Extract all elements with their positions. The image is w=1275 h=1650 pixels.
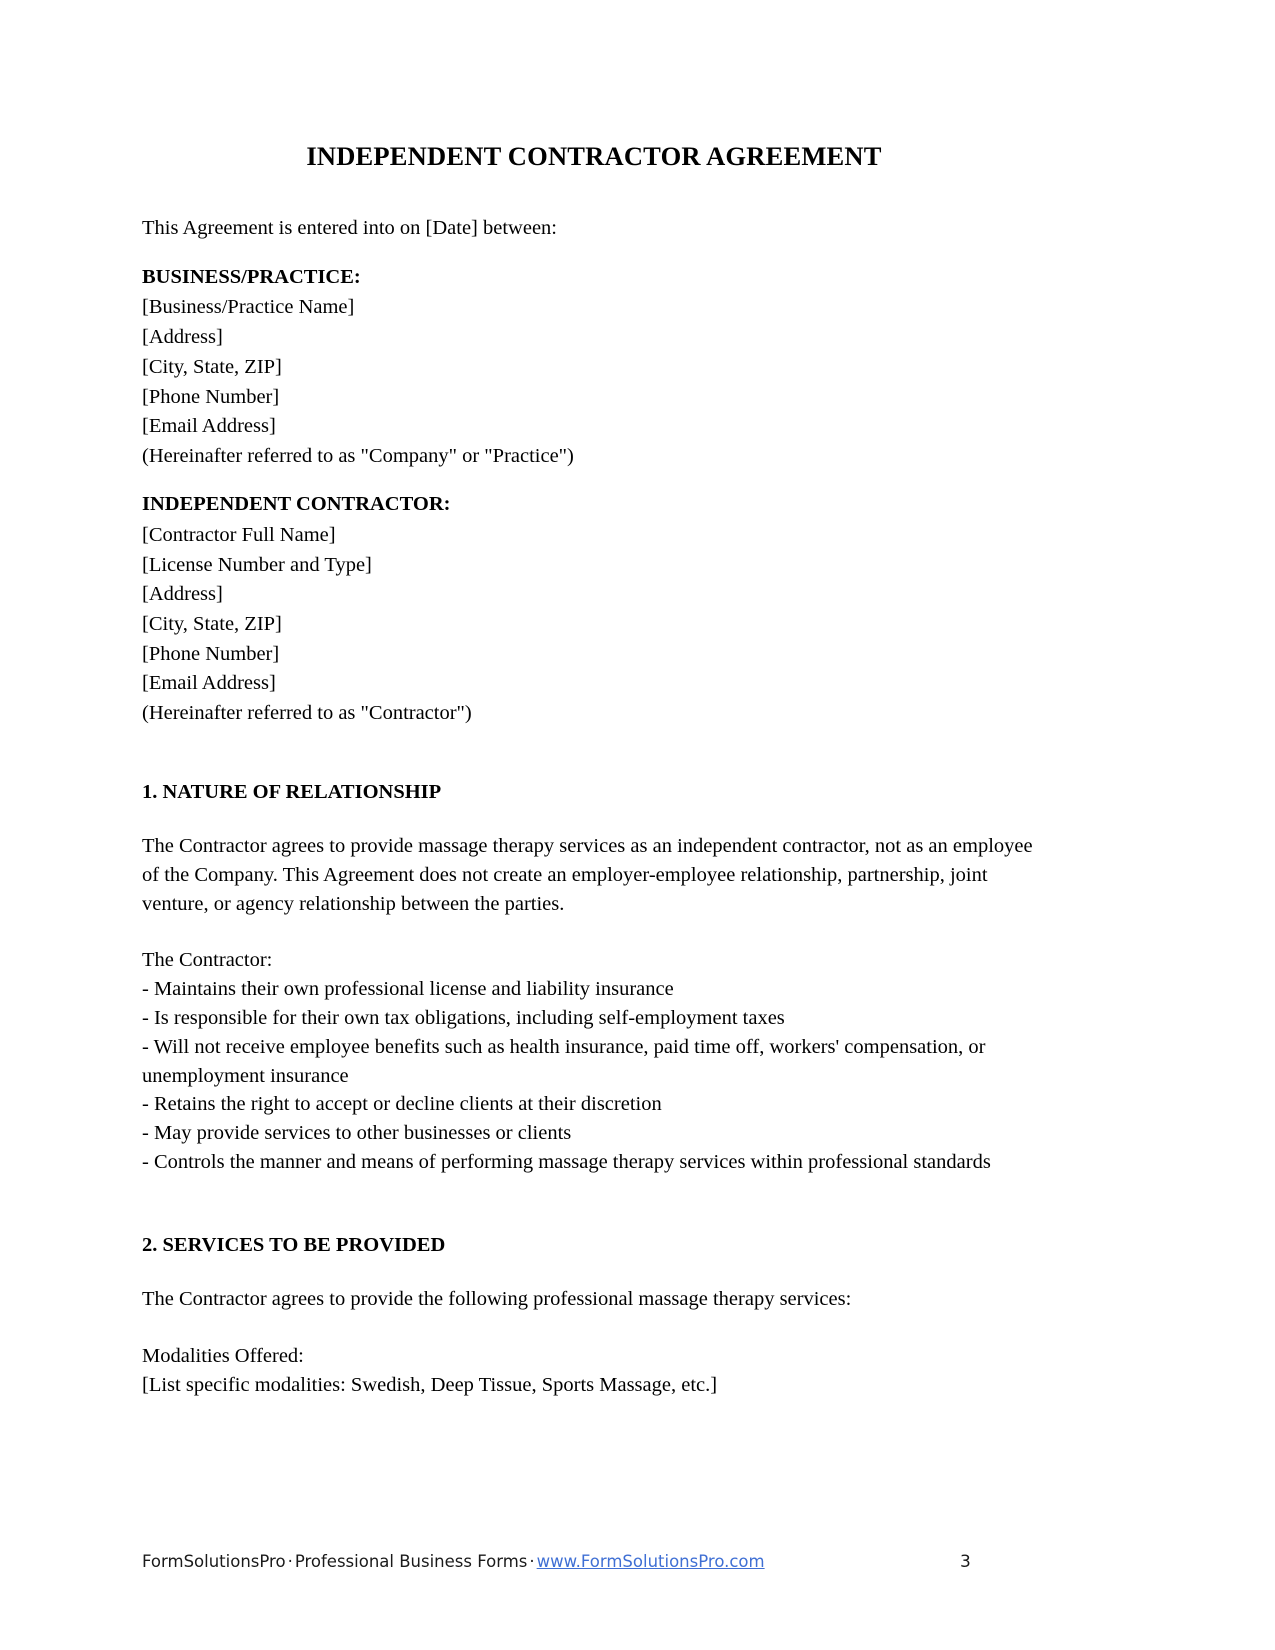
section-2-list [142, 1342, 1046, 1400]
spacer [142, 239, 1046, 267]
list-item: - Is responsible for their own tax obligations, including self-employment taxes [142, 1007, 785, 1030]
spacer [142, 1177, 1046, 1235]
party-line: (Hereinafter referred to as "Contractor") [142, 702, 472, 725]
spacer [142, 802, 1046, 832]
section-1-paragraph: The Contractor agrees to provide massage therapy services as an independent contractor, not as an employee of the Company. This Agreement does not create an employer-employee relationship, partnership, joint venture, or agency relationship between the parties. [142, 835, 1033, 915]
footer-brand: FormSolutionsPro [142, 1552, 286, 1571]
party-heading-contractor: INDEPENDENT CONTRACTOR: [142, 493, 451, 516]
party-line: [Email Address] [142, 415, 276, 438]
section-1-list [142, 946, 1046, 1176]
footer-website-link[interactable]: www.FormSolutionsPro.com [536, 1552, 765, 1571]
spacer [142, 1314, 1046, 1342]
list-item: - May provide services to other businesses or clients [142, 1122, 572, 1145]
document-body [142, 0, 1046, 1400]
party-line: [Address] [142, 583, 223, 606]
party-line: [License Number and Type] [142, 553, 372, 576]
party-line: [City, State, ZIP] [142, 612, 282, 635]
list-intro: The Contractor: [142, 949, 273, 972]
party-line: (Hereinafter referred to as "Company" or "Practice") [142, 444, 574, 467]
section-heading-2: 2. SERVICES TO BE PROVIDED [142, 1233, 446, 1256]
party-line: [Email Address] [142, 672, 276, 695]
party-block-business [142, 267, 1046, 466]
list-item: - Controls the manner and means of performing massage therapy services within professional standards [142, 1151, 991, 1173]
party-line: [Business/Practice Name] [142, 296, 355, 319]
list-item: [List specific modalities: Swedish, Deep Tissue, Sports Massage, etc.] [142, 1373, 718, 1396]
list-item: - Retains the right to accept or decline clients at their discretion [142, 1093, 662, 1116]
spacer [142, 918, 1046, 946]
party-heading-business: BUSINESS/PRACTICE: [142, 265, 361, 288]
list-intro: Modalities Offered: [142, 1345, 304, 1368]
footer-tagline: Professional Business Forms [294, 1552, 528, 1571]
spacer [142, 1255, 1046, 1285]
party-line: [Phone Number] [142, 385, 280, 408]
page-title: INDEPENDENT CONTRACTOR AGREEMENT [306, 141, 882, 171]
list-item: - Will not receive employee benefits such as health insurance, paid time off, workers' compensation, or unemployment insurance [142, 1035, 986, 1087]
intro-paragraph: This Agreement is entered into on [Date] between: [142, 217, 557, 240]
footer-separator: · [529, 1552, 535, 1571]
spacer [142, 466, 1046, 494]
party-line: [Phone Number] [142, 642, 280, 665]
section-2-paragraph: The Contractor agrees to provide the following professional massage therapy services: [142, 1288, 852, 1311]
party-block-contractor [142, 494, 1046, 723]
footer-text [142, 1552, 765, 1572]
footer-separator: · [287, 1552, 293, 1571]
spacer [142, 724, 1046, 782]
party-line: [City, State, ZIP] [142, 355, 282, 378]
list-item: - Maintains their own professional license and liability insurance [142, 978, 674, 1001]
section-heading-1: 1. NATURE OF RELATIONSHIP [142, 780, 442, 803]
party-line: [Address] [142, 326, 223, 349]
page-number: 3 [960, 1552, 971, 1572]
party-line: [Contractor Full Name] [142, 523, 336, 546]
